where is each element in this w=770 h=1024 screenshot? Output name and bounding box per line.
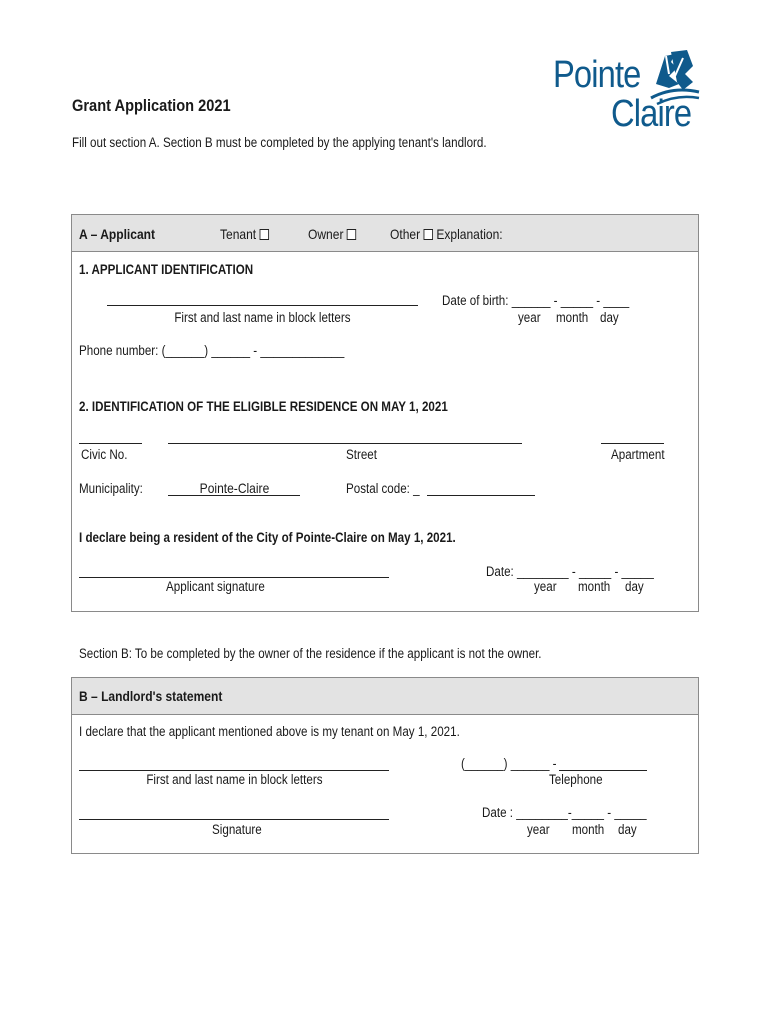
pointe-claire-logo xyxy=(553,46,703,142)
landlord-signature-label: Signature xyxy=(212,822,262,837)
dob-year-label: year xyxy=(518,310,541,325)
landlord-date-year: year xyxy=(527,822,550,837)
applicant-date-year: year xyxy=(534,579,557,594)
landlord-phone-prefix: (______) ______ - xyxy=(461,756,557,771)
part1-heading: 1. APPLICANT IDENTIFICATION xyxy=(79,262,254,277)
apartment-line[interactable] xyxy=(601,443,664,444)
apartment-label: Apartment xyxy=(611,447,665,462)
dob-field[interactable]: Date of birth: ______ - _____ - ____ xyxy=(442,293,630,308)
landlord-phone-line[interactable] xyxy=(559,770,647,771)
applicant-date-day: day xyxy=(625,579,644,594)
applicant-name-line[interactable] xyxy=(107,305,418,306)
applicant-date-month: month xyxy=(578,579,611,594)
civic-line[interactable] xyxy=(79,443,142,444)
part2-heading: 2. IDENTIFICATION OF THE ELIGIBLE RESIDENCE ON MAY 1, 2021 xyxy=(79,399,448,414)
logo-line-2: Claire xyxy=(611,93,692,135)
logo-line-1: Pointe xyxy=(553,54,641,96)
other-checkbox[interactable] xyxy=(424,229,433,240)
owner-checkbox[interactable] xyxy=(347,229,356,240)
municipality-value[interactable]: Pointe-Claire xyxy=(199,480,269,496)
section-b-intro: Section B: To be completed by the owner of the residence if the applicant is not the owner. xyxy=(79,646,542,661)
dob-day-label: day xyxy=(600,310,619,325)
owner-option[interactable]: Owner xyxy=(308,226,364,242)
applicant-name-label: First and last name in block letters xyxy=(174,310,351,325)
municipality-line xyxy=(168,495,300,496)
applicant-signature-line[interactable] xyxy=(79,577,389,578)
landlord-date-field[interactable]: Date : ________-_____ - _____ xyxy=(482,805,647,820)
phone-field[interactable]: Phone number: (______) ______ - _____________ xyxy=(79,343,345,358)
page-subtitle: Fill out section A. Section B must be completed by the applying tenant's landlord. xyxy=(72,135,487,150)
applicant-date-field[interactable]: Date: ________ - _____ - _____ xyxy=(486,564,654,579)
municipality-label: Municipality: xyxy=(79,481,143,496)
landlord-signature-line[interactable] xyxy=(79,819,389,820)
landlord-name-line[interactable] xyxy=(79,770,389,771)
section-a-heading: A – Applicant xyxy=(79,226,156,242)
postal-code-label: Postal code: _ xyxy=(346,481,420,496)
section-b-heading: B – Landlord's statement xyxy=(79,688,223,704)
street-label: Street xyxy=(346,447,377,462)
civic-label: Civic No. xyxy=(81,447,128,462)
landlord-date-month: month xyxy=(572,822,605,837)
page-title: Grant Application 2021 xyxy=(72,96,231,115)
tenant-option[interactable]: Tenant xyxy=(220,226,277,242)
tenant-checkbox[interactable] xyxy=(260,229,269,240)
landlord-name-label: First and last name in block letters xyxy=(145,772,323,787)
applicant-signature-label: Applicant signature xyxy=(165,579,265,594)
telephone-label: Telephone xyxy=(549,772,603,787)
street-line[interactable] xyxy=(168,443,522,444)
landlord-date-day: day xyxy=(618,822,637,837)
postal-code-line[interactable] xyxy=(427,495,535,496)
other-option[interactable]: Other Explanation: xyxy=(390,226,503,242)
dob-month-label: month xyxy=(556,310,589,325)
resident-declaration: I declare being a resident of the City of Pointe-Claire on May 1, 2021. xyxy=(79,530,456,545)
landlord-declaration: I declare that the applicant mentioned above is my tenant on May 1, 2021. xyxy=(79,724,460,739)
explanation-label: Explanation: xyxy=(436,226,503,242)
